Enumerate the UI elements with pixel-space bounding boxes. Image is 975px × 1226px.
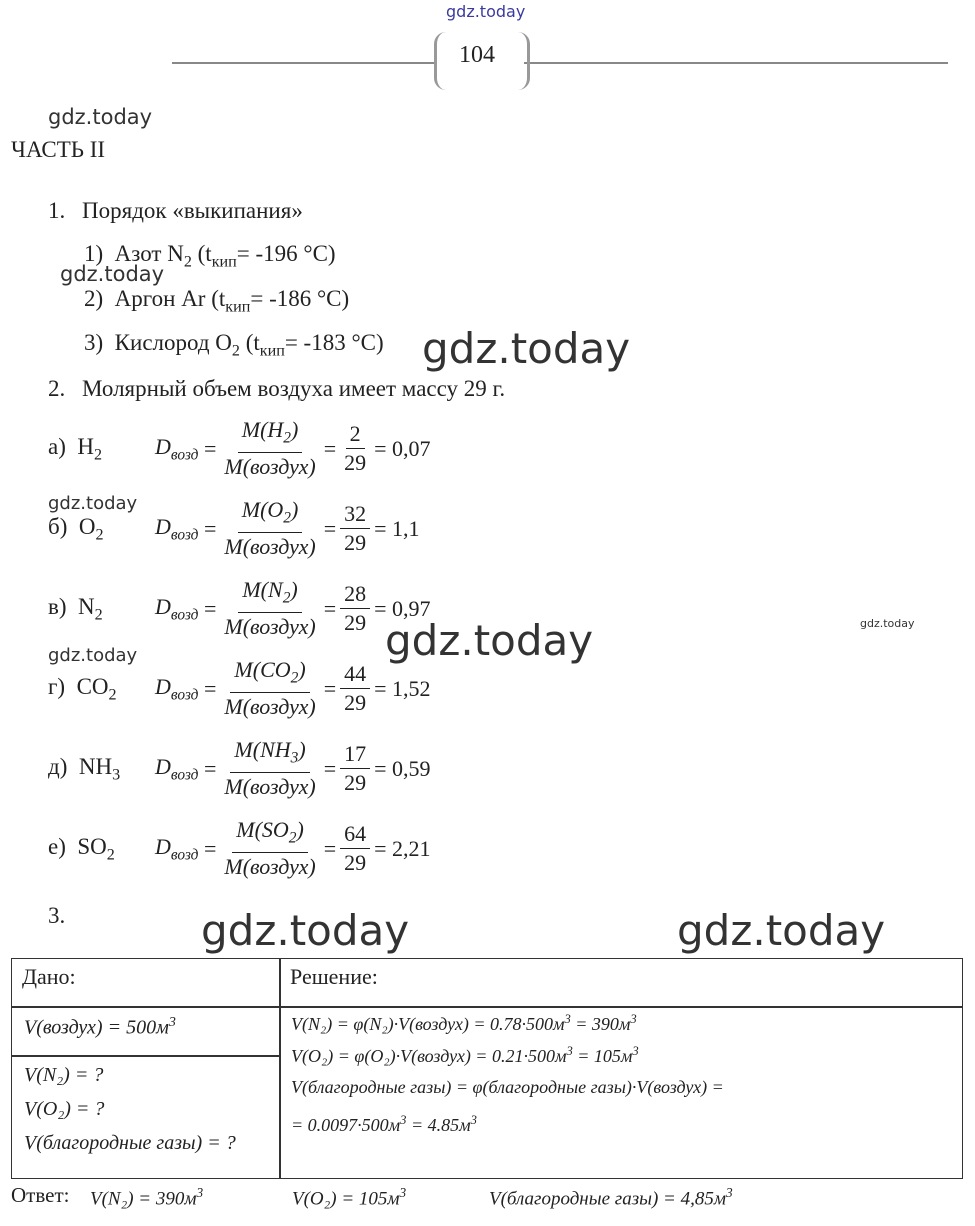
task2-title: Молярный объем воздуха имеет массу 29 г.: [82, 376, 506, 401]
part-title: ЧАСТЬ II: [11, 137, 106, 162]
watermark: gdz.today: [60, 262, 165, 286]
density-formula: $D_{возд}$ = $\frac{M(NH_3)}{\text{M(воздух)}}$ = $\frac{17}{29}$ = 0,59: [155, 737, 431, 800]
answer-item: $V(O_2) = 105м^3$: [292, 1185, 407, 1210]
solution-header: Решение:: [290, 964, 378, 989]
density-formula: $D_{возд}$ = $\frac{M(O_2)}{\text{M(воздух)}}$ = $\frac{32}{29}$ = 1,1: [155, 497, 420, 560]
solution-line: V(O₂) = φ(O₂)·V(воздух) = $0.21\cdot 500м^3 = 105м^3$: [291, 1044, 639, 1066]
given-value: V(воздух) = $500м^3$: [24, 1015, 176, 1039]
watermark: gdz.today: [201, 906, 410, 955]
find-item: V(O₂) = ?: [24, 1098, 105, 1120]
watermark-top: gdz.today: [446, 2, 526, 21]
task1-title: Порядок «выкипания»: [82, 198, 303, 223]
watermark: gdz.today: [48, 645, 138, 666]
page-number: 104: [459, 42, 495, 68]
task1-item: 1) Азот $N_2$ ($t_{кип}= -196$ °C): [84, 241, 336, 271]
answer-label: Ответ:: [11, 1183, 70, 1207]
watermark: gdz.today: [422, 324, 631, 373]
solution-line: = $0.0097\cdot 500м^3 = 4.85м^3$: [291, 1113, 477, 1135]
density-formula: $D_{возд}$ = $\frac{M(H_2)}{\text{M(воздух)}}$ = $\frac{2}{29}$ = 0,07: [155, 417, 431, 480]
density-formula: $D_{возд}$ = $\frac{M(SO_2)}{\text{M(воздух)}}$ = $\frac{64}{29}$ = 2,21: [155, 817, 431, 880]
density-formula: $D_{возд}$ = $\frac{M(CO_2)}{\text{M(воздух)}}$ = $\frac{44}{29}$ = 1,52: [155, 657, 431, 720]
density-row-label: в) $N_2$: [48, 594, 103, 624]
density-row-label: г) $CO_2$: [48, 674, 117, 704]
header-rule-right: [524, 62, 948, 64]
task1-number: 1.: [48, 198, 66, 223]
density-row-label: е) $SO_2$: [48, 834, 115, 864]
watermark: gdz.today: [677, 906, 886, 955]
watermark: gdz.today: [385, 616, 594, 665]
density-row-label: д) $NH_3$: [48, 754, 121, 784]
given-header: Дано:: [22, 964, 76, 989]
watermark: gdz.today: [860, 617, 915, 630]
watermark: gdz.today: [48, 105, 153, 129]
header-rule-left: [172, 62, 434, 64]
task3-number: 3.: [48, 903, 66, 928]
answer-item: V(благородные газы) = $4,85м^3$: [489, 1185, 733, 1210]
solution-line: V(N₂) = φ(N₂)·V(воздух) = $0.78\cdot 500м^3 = 390м^3$: [291, 1012, 637, 1034]
find-item: V(N₂) = ?: [24, 1064, 104, 1086]
watermark: gdz.today: [48, 493, 138, 514]
solution-line: V(благородные газы) = φ(благородные газы)·V(воздух) =: [291, 1077, 724, 1097]
solution-header-cell: [279, 958, 963, 1008]
find-item: V(благородные газы) = ?: [24, 1132, 236, 1154]
density-formula: $D_{возд}$ = $\frac{M(N_2)}{\text{M(воздух)}}$ = $\frac{28}{29}$ = 0,97: [155, 577, 431, 640]
task1-item: 3) Кислород $O_2$ ($t_{кип}= -183$ °C): [84, 330, 384, 360]
density-row-label: б) $O_2$: [48, 514, 104, 544]
task1-item: 2) Аргон Ar ($t_{кип}= -186$ °C): [84, 286, 350, 316]
answer-item: $V(N_2) = 390м^3$: [90, 1185, 204, 1210]
task2-number: 2.: [48, 376, 66, 401]
density-row-label: а) $H_2$: [48, 434, 103, 464]
